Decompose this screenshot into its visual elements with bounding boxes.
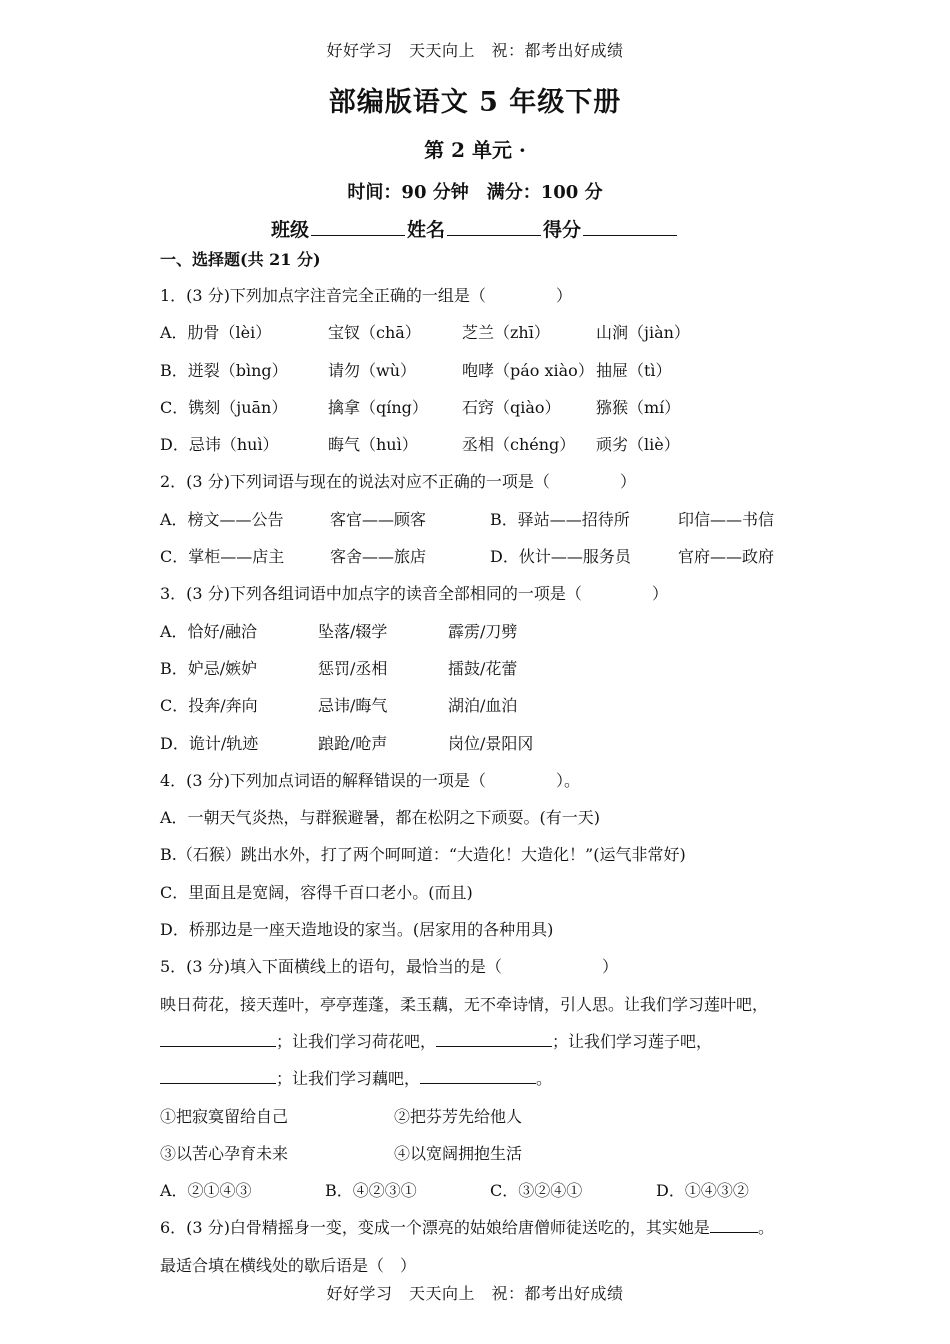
class-blank[interactable] xyxy=(311,217,405,236)
time-info: 时间：90 分钟 满分：100 分 xyxy=(347,182,603,203)
q4-option-b: B.（石猴）跳出水外，打了两个呵呵道：“大造化！大造化！”(运气非常好) xyxy=(160,845,686,865)
q1-option-b: B．迸裂（bìng） 请勿（wù） 咆哮（páo xiào） 抽屉（tì） xyxy=(160,360,672,380)
q5-items-1: ①把寂寞留给自己 ②把芬芳先给他人 xyxy=(160,1106,523,1126)
q5-options: A．②①④③ B．④②③① C．③②④① D．①④③② xyxy=(160,1181,749,1201)
q2-option-ab: A．榜文——公告 客官——顾客 B．驿站——招待所 印信——书信 xyxy=(160,509,775,529)
unit-title: 第 2 单元 · xyxy=(424,138,526,162)
exam-content xyxy=(160,246,820,1284)
page-footer: 好好学习 天天向上 祝：都考出好成绩 xyxy=(326,1284,624,1303)
question-3-stem: 3．(3 分)下列各组词语中加点字的读音全部相同的一项是（ ） xyxy=(160,584,668,604)
q5-passage-line-2: ；让我们学习荷花吧， ；让我们学习莲子吧， xyxy=(160,1023,820,1060)
page-header: 好好学习 天天向上 祝：都考出好成绩 xyxy=(326,41,624,60)
name-blank[interactable] xyxy=(447,217,541,236)
q5-blank-3[interactable] xyxy=(160,1063,276,1084)
q1-option-c: C．镌刻（juān） 擒拿（qíng） 石窍（qiào） 猕猴（mí） xyxy=(160,397,681,417)
q1-option-d: D．忌讳（huì） 晦气（huì） 丞相（chéng） 顽劣（liè） xyxy=(160,435,680,455)
page-title: 部编版语文 5 年级下册 xyxy=(328,87,622,118)
class-label: 班级 xyxy=(270,219,309,241)
question-6-line-2: 最适合填在横线处的歇后语是（ ） xyxy=(160,1255,417,1275)
score-blank[interactable] xyxy=(583,217,677,236)
q3-option-d: D．诡计/轨迹 踉跄/呛声 岗位/景阳冈 xyxy=(160,733,534,753)
q4-option-d: D．桥那边是一座天造地设的家当。(居家用的各种用具) xyxy=(160,920,554,940)
q1-option-a: A．肋骨（lèi） 宝钗（chā） 芝兰（zhī） 山涧（jiàn） xyxy=(160,323,690,343)
question-6-stem: 6．(3 分)白骨精摇身一变，变成一个漂亮的姑娘给唐僧师徒送吃的，其实她是 。 xyxy=(160,1209,820,1246)
student-info xyxy=(0,215,950,242)
q5-items-2: ③以苦心孕育未来 ④以宽阔拥抱生活 xyxy=(160,1143,523,1163)
q5-blank-1[interactable] xyxy=(160,1026,276,1047)
score-label: 得分 xyxy=(543,219,582,241)
section-heading: 一、选择题(共 21 分) xyxy=(160,250,321,269)
name-label: 姓名 xyxy=(406,219,445,241)
q3-option-c: C．投奔/奔向 忌讳/晦气 湖泊/血泊 xyxy=(160,696,518,716)
q3-option-a: A．恰好/融洽 坠落/辍学 霹雳/刀劈 xyxy=(160,621,518,641)
question-4-stem: 4．(3 分)下列加点词语的解释错误的一项是（ ）。 xyxy=(160,770,580,790)
q5-passage-line-1: 映日荷花，接天莲叶，亭亭莲蓬，柔玉藕，无不牵诗情，引人思。让我们学习莲叶吧， xyxy=(160,994,769,1014)
q4-option-c: C．里面且是宽阔，容得千百口老小。(而且) xyxy=(160,882,473,902)
q3-option-b: B．妒忌/嫉妒 惩罚/丞相 擂鼓/花蕾 xyxy=(160,658,518,678)
question-2-stem: 2．(3 分)下列词语与现在的说法对应不正确的一项是（ ） xyxy=(160,472,636,492)
q2-option-cd: C．掌柜——店主 客舍——旅店 D．伙计——服务员 官府——政府 xyxy=(160,547,775,567)
q6-blank[interactable] xyxy=(710,1212,758,1233)
question-5-stem: 5．(3 分)填入下面横线上的语句，最恰当的是（ ） xyxy=(160,957,618,977)
q5-blank-2[interactable] xyxy=(436,1026,552,1047)
question-1-stem: 1．(3 分)下列加点字注音完全正确的一组是（ ） xyxy=(160,286,572,305)
q4-option-a: A．一朝天气炎热，与群猴避暑，都在松阴之下顽耍。(有一天) xyxy=(160,808,601,828)
q5-blank-4[interactable] xyxy=(420,1063,536,1084)
q5-passage-line-3: ；让我们学习藕吧， 。 xyxy=(160,1060,820,1097)
